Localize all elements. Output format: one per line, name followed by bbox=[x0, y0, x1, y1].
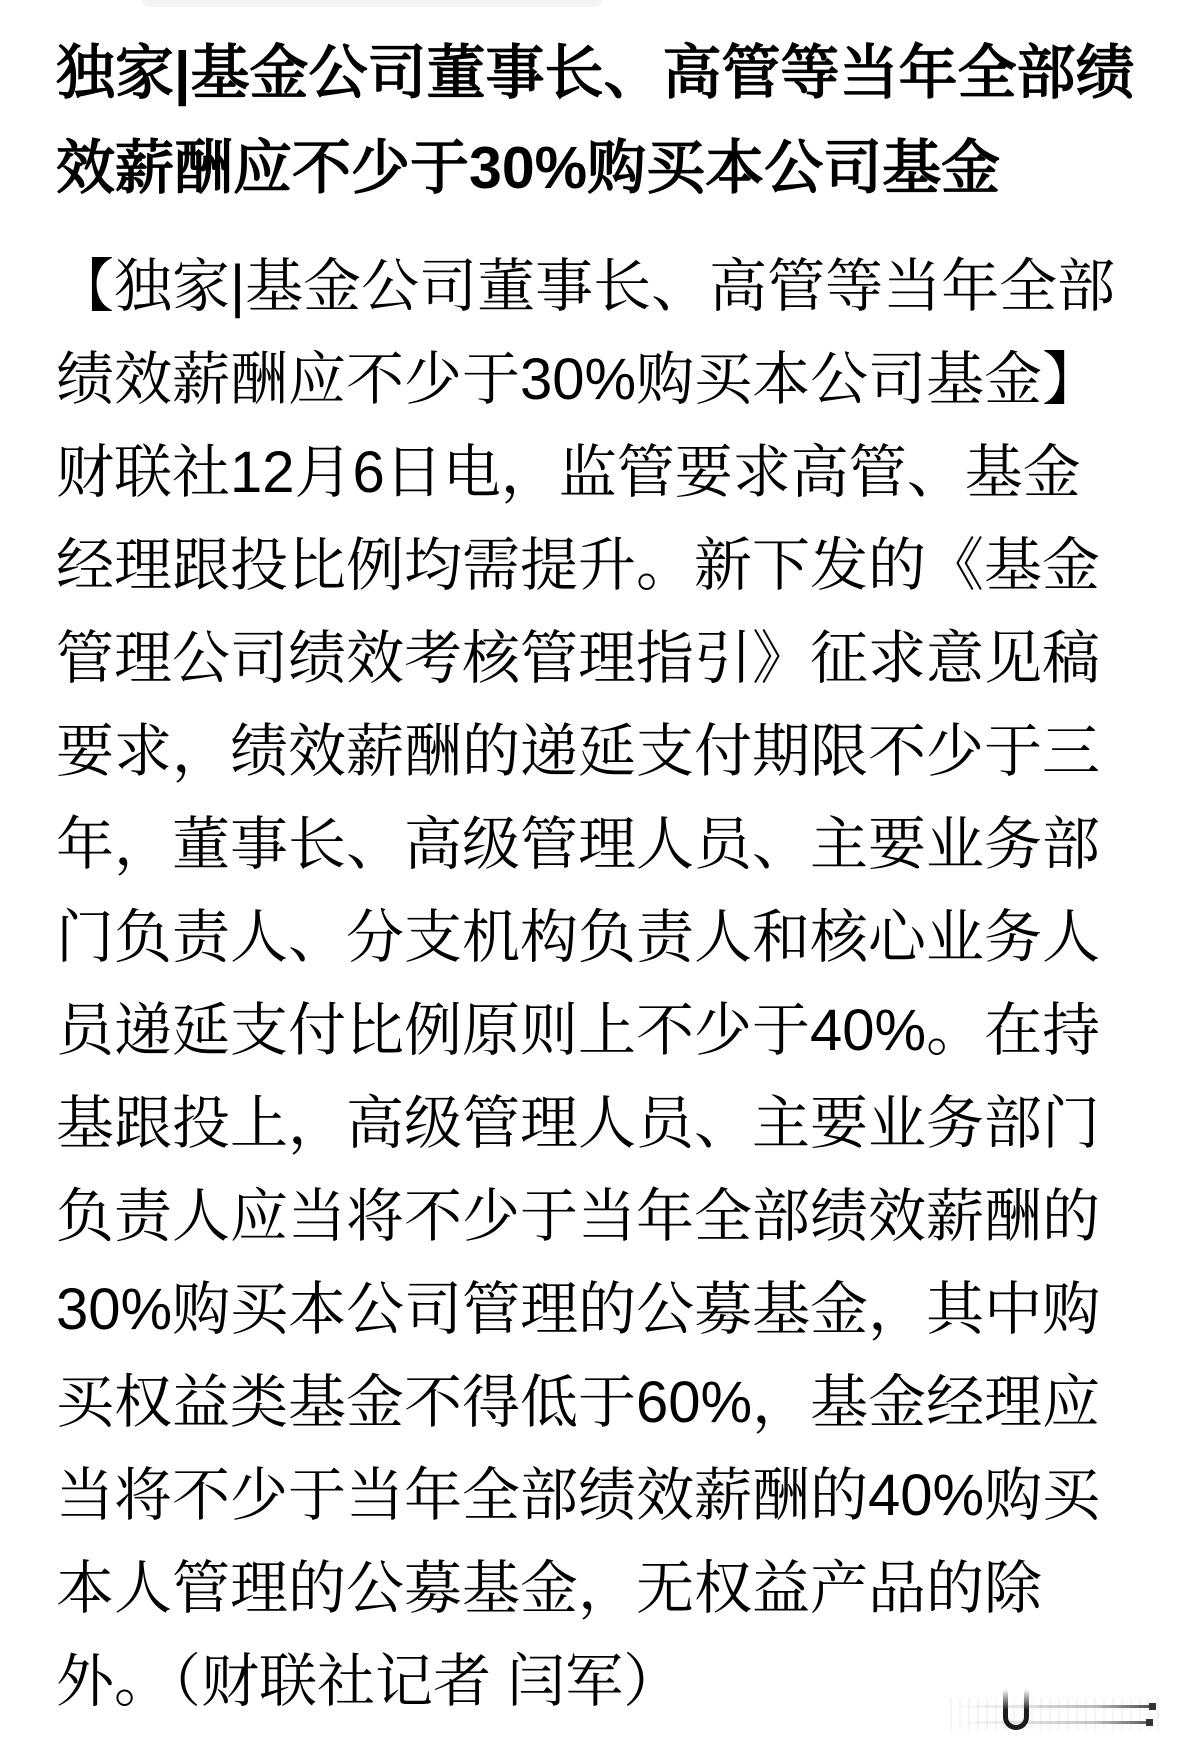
watermark-line bbox=[955, 1721, 1152, 1724]
body-line: 本人管理的公募基金，无权益产品的除 bbox=[56, 1556, 1043, 1621]
body-line: 基跟投上，高级管理人员、主要业务部门 bbox=[56, 1091, 1101, 1156]
body-line: 门负责人、分支机构负责人和核心业务人 bbox=[56, 905, 1101, 970]
body-line: 绩效薪酬应不少于30%购买本公司基金】 bbox=[56, 347, 1101, 412]
body-line: 外。（财联社记者 闫军） bbox=[56, 1649, 682, 1714]
article-title bbox=[56, 26, 1135, 216]
body-line: 买权益类基金不得低于60%，基金经理应 bbox=[56, 1370, 1101, 1435]
body-line: 30%购买本公司管理的公募基金，其中购 bbox=[56, 1277, 1101, 1342]
body-line: 当将不少于当年全部绩效薪酬的40%购买 bbox=[56, 1463, 1101, 1528]
body-line: 财联社12月6日电，监管要求高管、基金 bbox=[56, 440, 1081, 505]
body-line: 【独家|基金公司董事长、高管等当年全部 bbox=[56, 254, 1116, 319]
body-line: 要求，绩效薪酬的递延支付期限不少于三 bbox=[56, 719, 1101, 784]
body-line: 员递延支付比例原则上不少于40%。在持 bbox=[56, 998, 1101, 1063]
article-body bbox=[56, 240, 1115, 1728]
watermark-fade bbox=[996, 1684, 1038, 1710]
body-line: 管理公司绩效考核管理指引》征求意见稿 bbox=[56, 626, 1101, 691]
body-line: 负责人应当将不少于当年全部绩效薪酬的 bbox=[56, 1184, 1101, 1249]
watermark-hatch bbox=[950, 1698, 1162, 1730]
title-line: 效薪酬应不少于30%购买本公司基金 bbox=[56, 135, 1001, 201]
body-line: 年，董事长、高级管理人员、主要业务部 bbox=[56, 812, 1101, 877]
top-sheet-remnant bbox=[142, 0, 602, 7]
title-line: 独家|基金公司董事长、高管等当年全部绩 bbox=[56, 40, 1135, 106]
watermark-line bbox=[955, 1705, 1155, 1708]
body-line: 经理跟投比例均需提升。新下发的《基金 bbox=[56, 533, 1101, 598]
